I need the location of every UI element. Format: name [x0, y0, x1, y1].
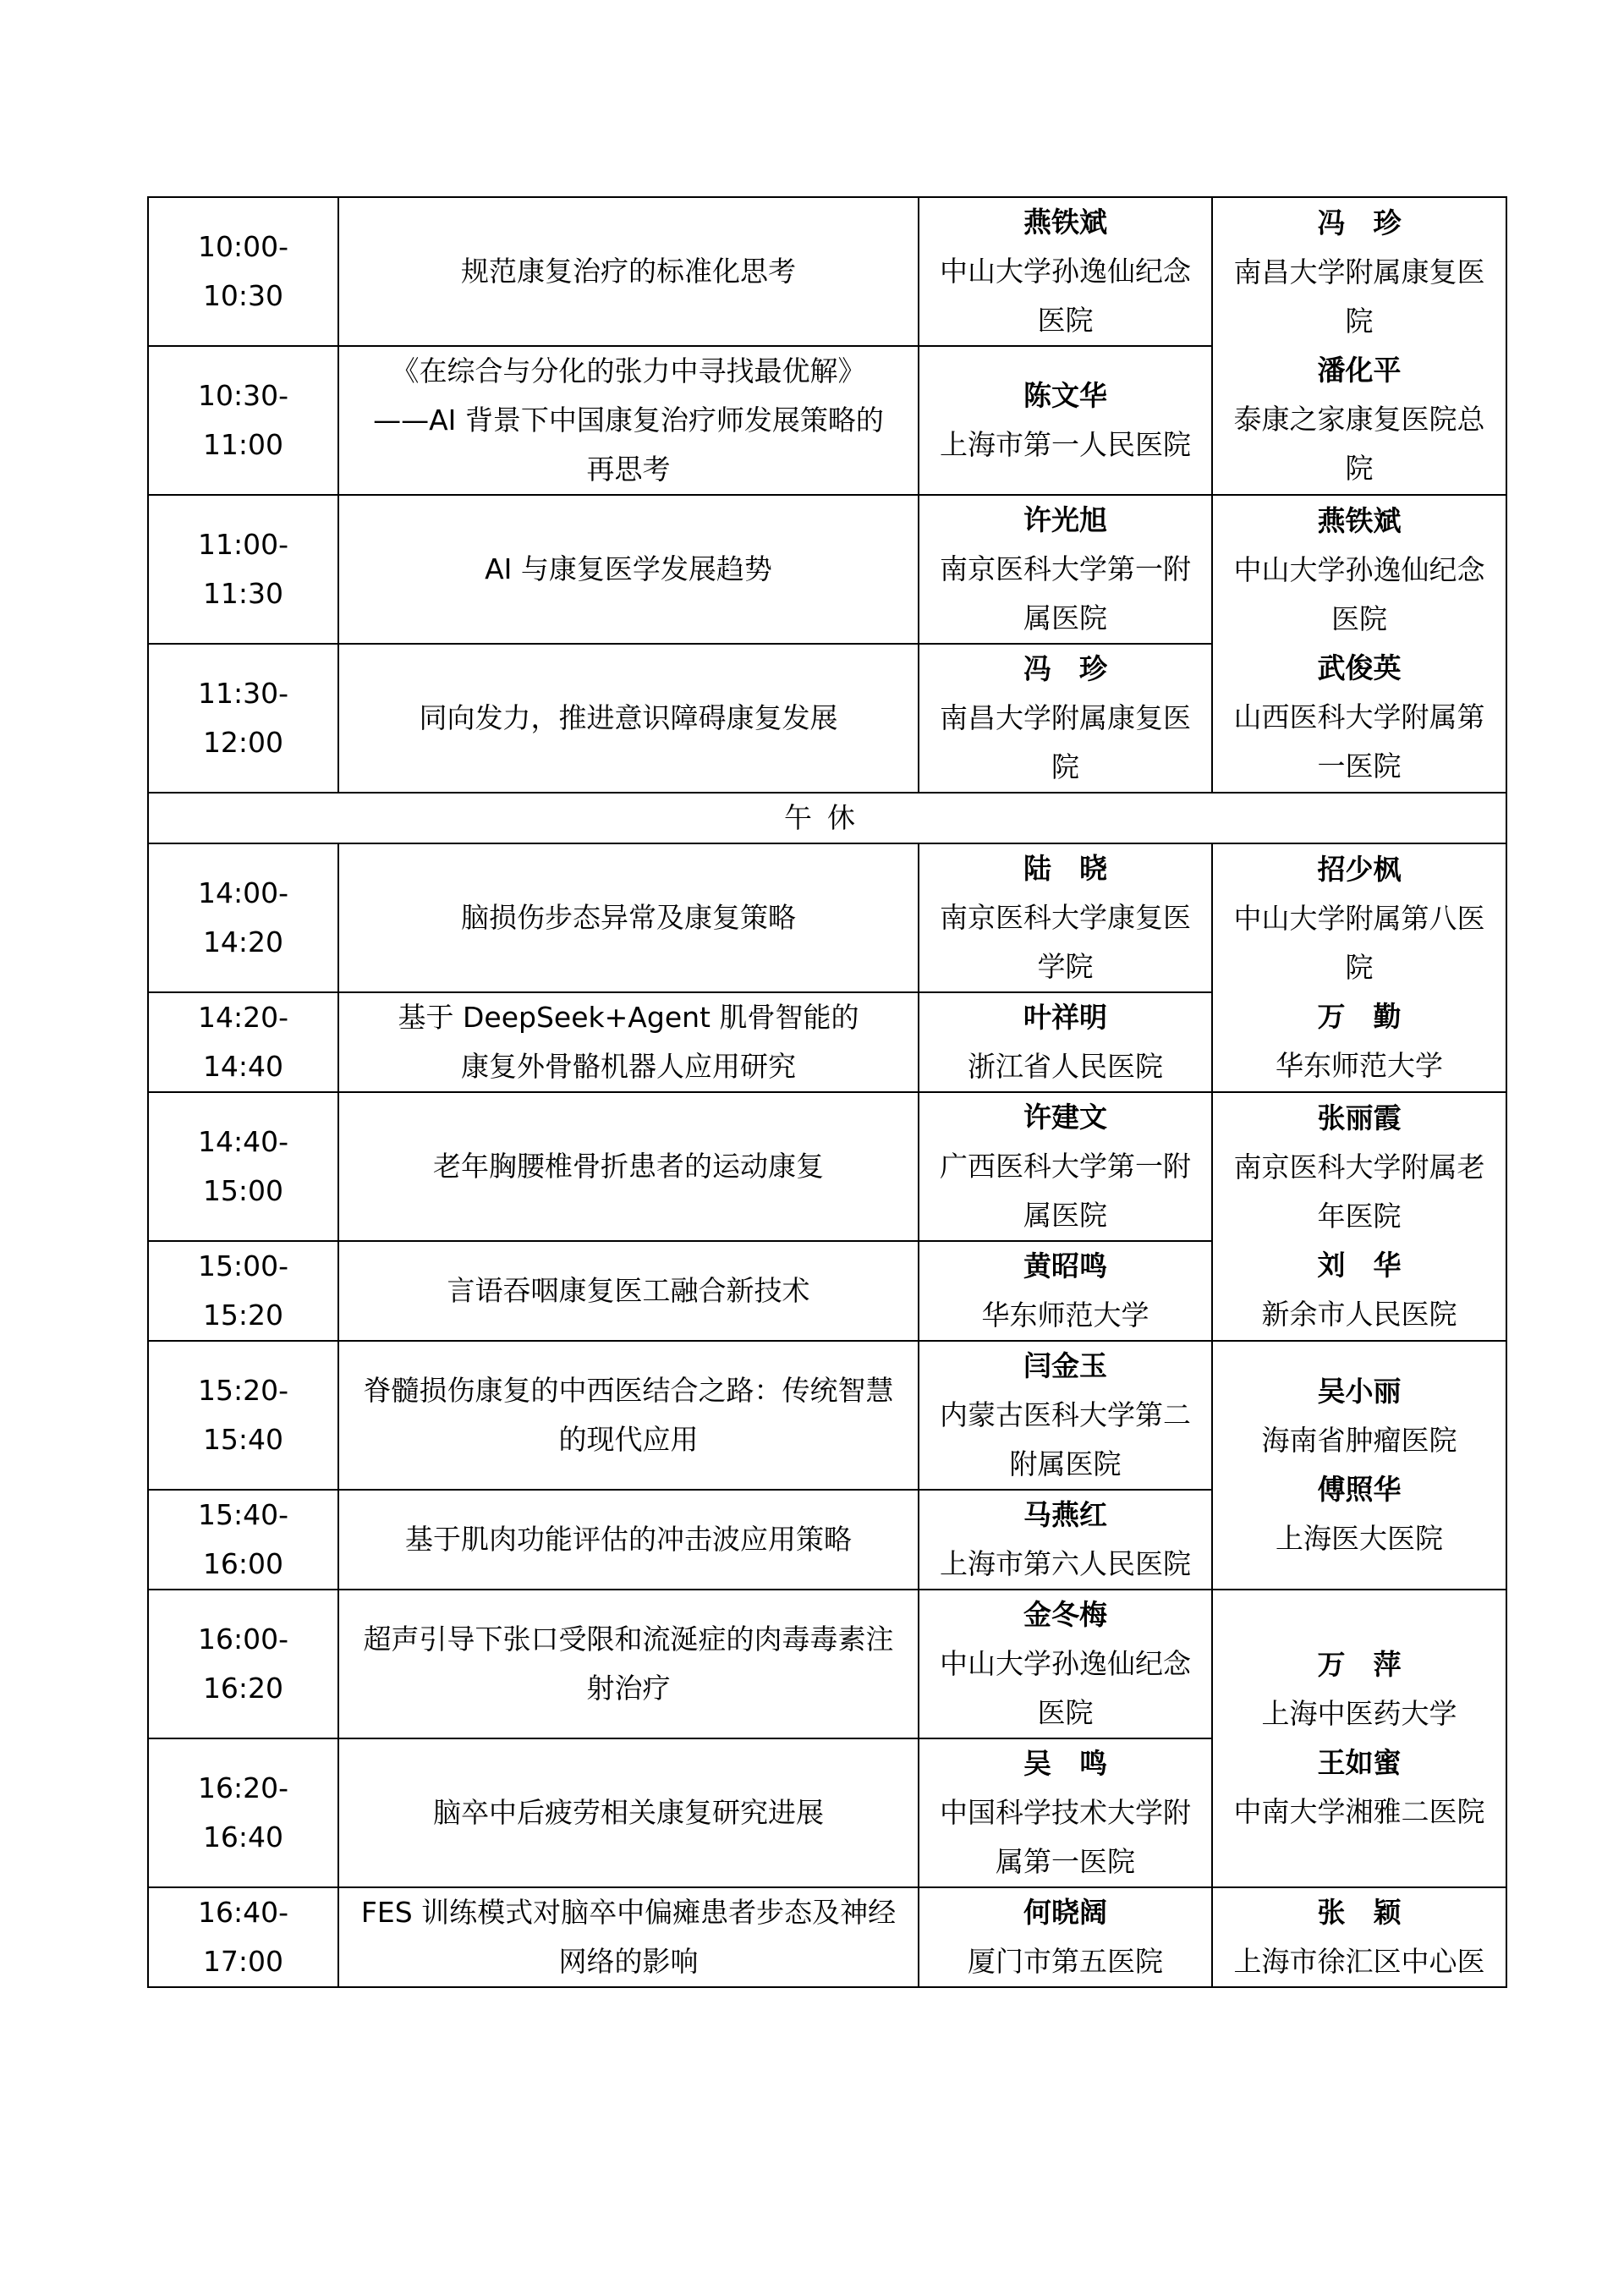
chair-name: 燕铁斌	[1317, 504, 1402, 537]
table-row	[148, 1887, 1506, 1987]
speaker-name: 金冬梅	[1023, 1598, 1107, 1631]
speaker-org: 南昌大学附属康复医	[940, 701, 1191, 734]
time-cell: 15:20-15:40	[148, 1341, 338, 1490]
speaker-name: 陈文华	[1023, 379, 1107, 412]
chair-org: 中南大学湘雅二医院	[1233, 1795, 1485, 1828]
chair-org: 中山大学附属第八医	[1233, 902, 1485, 935]
time-cell: 16:20-16:40	[148, 1738, 338, 1887]
topic-line: 基于 DeepSeek+Agent 肌骨智能的	[398, 1001, 859, 1034]
speaker-name: 冯 珍	[1023, 652, 1107, 685]
chair-org: 中山大学孙逸仙纪念	[1233, 553, 1485, 586]
speaker-name: 何晓阔	[1023, 1896, 1107, 1929]
time-cell: 14:20-14:40	[148, 992, 338, 1092]
time-cell: 14:40-15:00	[148, 1092, 338, 1241]
time-cell: 14:00-14:20	[148, 843, 338, 992]
speaker-name: 燕铁斌	[1023, 206, 1107, 239]
chair-name: 潘化平	[1317, 354, 1402, 387]
chair-cell	[1212, 197, 1506, 495]
speaker-org: 南京医科大学康复医	[940, 901, 1191, 934]
chair-cell	[1212, 1887, 1506, 1987]
speaker-org: 医院	[1037, 304, 1094, 337]
topic-line: 规范康复治疗的标准化思考	[461, 255, 796, 288]
speaker-org: 华东师范大学	[981, 1299, 1149, 1332]
table-row	[148, 495, 1506, 644]
chair-org: 山西医科大学附属第	[1233, 700, 1485, 733]
chair-org: 院	[1345, 951, 1374, 984]
topic-line: 脊髓损伤康复的中西医结合之路：传统智慧	[363, 1374, 894, 1407]
time-cell: 10:00-10:30	[148, 197, 338, 346]
topic-cell	[338, 1738, 919, 1887]
topic-cell	[338, 1241, 919, 1341]
chair-name: 张丽霞	[1317, 1101, 1402, 1134]
topic-cell	[338, 1341, 919, 1490]
chair-org: 上海市徐汇区中心医	[1233, 1945, 1485, 1978]
topic-line: 网络的影响	[558, 1945, 699, 1978]
chair-org: 医院	[1331, 602, 1387, 635]
speaker-name: 黄昭鸣	[1023, 1249, 1107, 1282]
chair-cell	[1212, 1590, 1506, 1887]
chair-cell	[1212, 1092, 1506, 1341]
topic-line: 言语吞咽康复医工融合新技术	[447, 1274, 810, 1307]
topic-line: 同向发力，推进意识障碍康复发展	[419, 701, 838, 734]
speaker-name: 闫金玉	[1023, 1349, 1107, 1382]
topic-line: FES 训练模式对脑卒中偏瘫患者步态及神经	[360, 1896, 897, 1929]
table-row	[148, 1341, 1506, 1490]
topic-line: AI 与康复医学发展趋势	[485, 552, 772, 585]
speaker-org: 上海市第一人民医院	[940, 428, 1191, 461]
topic-line: 《在综合与分化的张力中寻找最优解》	[391, 354, 866, 387]
topic-cell	[338, 843, 919, 992]
topic-line: 老年胸腰椎骨折患者的运动康复	[433, 1150, 824, 1183]
table-row	[148, 1590, 1506, 1738]
chair-name: 张 颖	[1317, 1896, 1402, 1929]
speaker-org: 厦门市第五医院	[968, 1945, 1163, 1978]
chair-org: 新余市人民医院	[1261, 1298, 1457, 1331]
chair-name: 万 萍	[1317, 1648, 1402, 1681]
speaker-cell	[919, 495, 1212, 644]
topic-line: 基于肌肉功能评估的冲击波应用策略	[405, 1523, 852, 1556]
time-cell: 11:30-12:00	[148, 644, 338, 793]
schedule-table	[147, 196, 1507, 1988]
chair-name: 武俊英	[1317, 651, 1402, 684]
speaker-name: 陆 晓	[1023, 852, 1107, 885]
speaker-org: 广西医科大学第一附	[940, 1150, 1191, 1183]
speaker-org: 南京医科大学第一附	[940, 552, 1191, 585]
speaker-cell	[919, 346, 1212, 495]
time-cell: 11:00-11:30	[148, 495, 338, 644]
lunch-row	[148, 793, 1506, 843]
topic-cell	[338, 1887, 919, 1987]
speaker-cell	[919, 1887, 1212, 1987]
time-cell: 16:40-17:00	[148, 1887, 338, 1987]
time-cell: 15:00-15:20	[148, 1241, 338, 1341]
speaker-name: 许建文	[1023, 1101, 1107, 1134]
speaker-org: 属第一医院	[996, 1845, 1135, 1878]
time-cell: 16:00-16:20	[148, 1590, 338, 1738]
table-row	[148, 843, 1506, 992]
speaker-org: 学院	[1037, 950, 1094, 983]
speaker-org: 院	[1051, 750, 1079, 783]
chair-name: 吴小丽	[1317, 1375, 1402, 1408]
topic-cell	[338, 1590, 919, 1738]
speaker-org: 上海市第六人民医院	[940, 1547, 1191, 1580]
speaker-name: 叶祥明	[1023, 1001, 1107, 1034]
speaker-org: 浙江省人民医院	[968, 1050, 1163, 1083]
speaker-cell	[919, 1241, 1212, 1341]
topic-line: 再思考	[586, 453, 671, 486]
chair-name: 招少枫	[1317, 853, 1402, 886]
chair-org: 院	[1345, 452, 1374, 485]
topic-cell	[338, 346, 919, 495]
chair-cell	[1212, 843, 1506, 1092]
topic-cell	[338, 992, 919, 1092]
chair-name: 刘 华	[1317, 1249, 1402, 1282]
speaker-org: 中山大学孙逸仙纪念	[940, 1647, 1191, 1680]
speaker-cell	[919, 197, 1212, 346]
topic-cell	[338, 644, 919, 793]
speaker-cell	[919, 1490, 1212, 1590]
topic-cell	[338, 197, 919, 346]
table-row	[148, 197, 1506, 346]
speaker-org: 内蒙古医科大学第二	[940, 1398, 1191, 1431]
speaker-org: 中山大学孙逸仙纪念	[940, 255, 1191, 288]
chair-org: 南昌大学附属康复医	[1233, 255, 1485, 288]
speaker-org: 属医院	[1023, 601, 1107, 634]
speaker-cell	[919, 992, 1212, 1092]
speaker-org: 附属医院	[1009, 1447, 1122, 1480]
chair-org: 年医院	[1317, 1200, 1402, 1233]
topic-line: 脑损伤步态异常及康复策略	[461, 901, 796, 934]
speaker-name: 吴 鸣	[1023, 1747, 1107, 1780]
chair-org: 一医院	[1317, 750, 1402, 783]
speaker-org: 医院	[1037, 1696, 1094, 1729]
speaker-cell	[919, 644, 1212, 793]
topic-line: ——AI 背景下中国康复治疗师发展策略的	[373, 404, 884, 437]
speaker-org: 属医院	[1023, 1199, 1107, 1232]
topic-line: 超声引导下张口受限和流涎症的肉毒毒素注	[363, 1623, 894, 1656]
chair-org: 院	[1345, 305, 1374, 338]
speaker-cell	[919, 843, 1212, 992]
table-row	[148, 1092, 1506, 1241]
chair-name: 冯 珍	[1317, 206, 1402, 239]
topic-cell	[338, 495, 919, 644]
speaker-name: 许光旭	[1023, 503, 1107, 536]
time-cell: 10:30-11:00	[148, 346, 338, 495]
speaker-cell	[919, 1092, 1212, 1241]
topic-line: 射治疗	[586, 1672, 671, 1705]
speaker-name: 马燕红	[1023, 1498, 1107, 1531]
chair-org: 上海医大医院	[1276, 1522, 1443, 1555]
chair-cell	[1212, 495, 1506, 793]
topic-line: 康复外骨骼机器人应用研究	[461, 1050, 796, 1083]
topic-cell	[338, 1092, 919, 1241]
chair-org: 南京医科大学附属老	[1233, 1150, 1485, 1183]
topic-line: 的现代应用	[558, 1423, 699, 1456]
topic-line: 脑卒中后疲劳相关康复研究进展	[433, 1796, 824, 1829]
speaker-cell	[919, 1738, 1212, 1887]
chair-name: 王如蜜	[1317, 1746, 1402, 1779]
speaker-cell	[919, 1590, 1212, 1738]
speaker-org: 中国科学技术大学附	[940, 1796, 1191, 1829]
chair-org: 海南省肿瘤医院	[1261, 1424, 1457, 1457]
chair-cell	[1212, 1341, 1506, 1590]
speaker-cell	[919, 1341, 1212, 1490]
topic-cell	[338, 1490, 919, 1590]
chair-org: 华东师范大学	[1276, 1049, 1443, 1082]
chair-org: 泰康之家康复医院总	[1233, 403, 1485, 436]
time-cell: 15:40-16:00	[148, 1490, 338, 1590]
lunch-break-label: 午休	[148, 793, 1506, 843]
chair-name: 万 勤	[1317, 1000, 1402, 1033]
chair-org: 上海中医药大学	[1261, 1697, 1457, 1730]
chair-name: 傅照华	[1317, 1473, 1402, 1506]
